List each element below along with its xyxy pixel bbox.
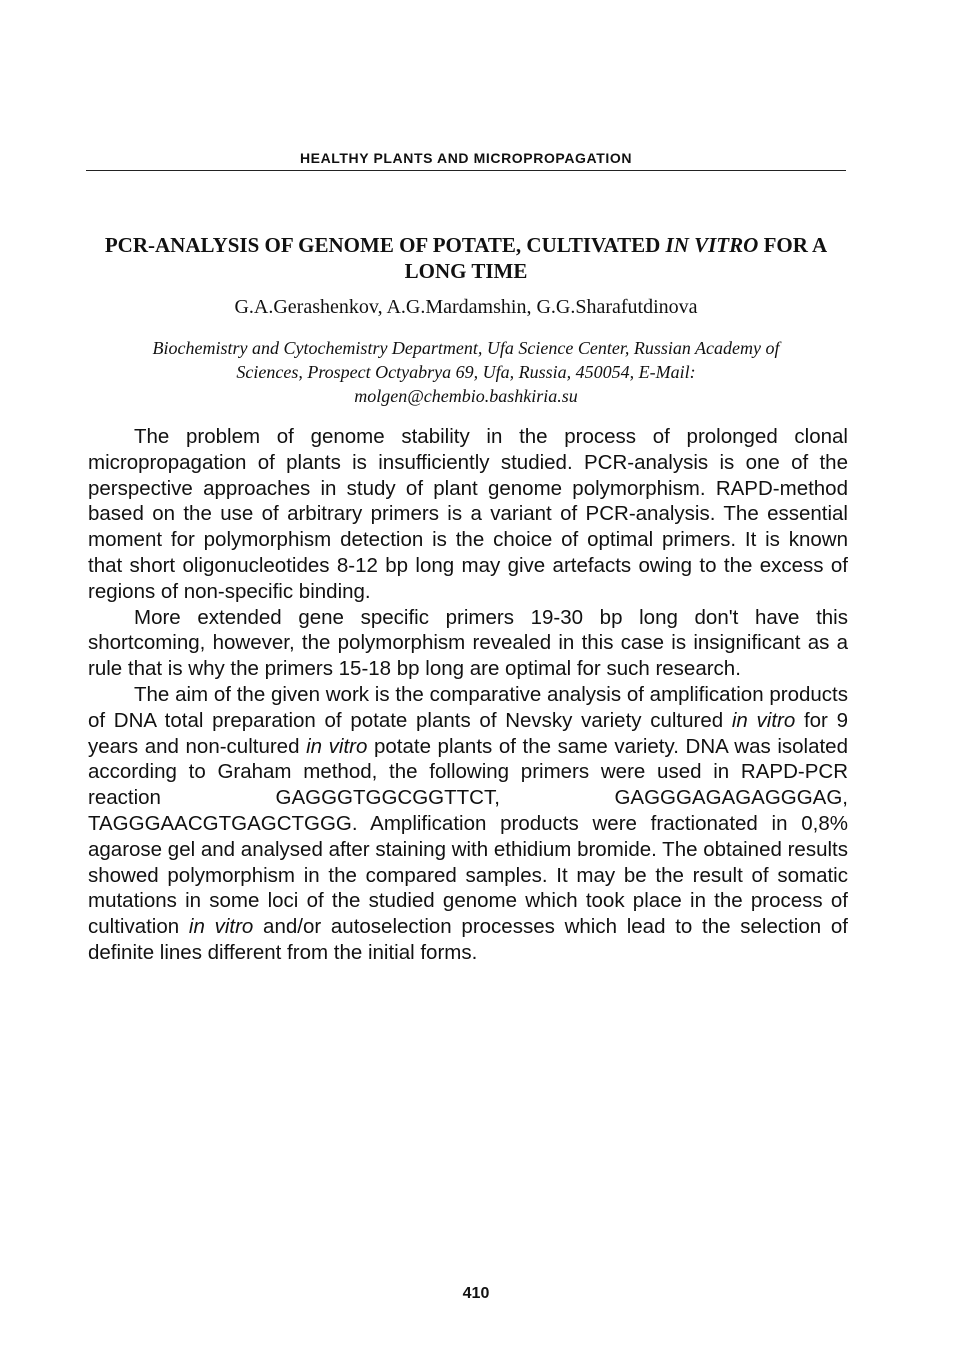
paragraph-text: and/or autoselection processes which lead to the selection of definite lines different from the initial forms.	[88, 915, 848, 964]
paragraph-text: The aim of the given work is the comparative analysis of amplification products of DNA total preparation of potate plants of Nevsky variety cultured	[88, 682, 848, 732]
abstract-body	[88, 424, 848, 966]
paragraph-3	[88, 682, 848, 966]
italic-term: in vitro	[731, 708, 796, 732]
affiliation-line: Biochemistry and Cytochemistry Department, Ufa Science Center, Russian Academy of	[152, 338, 780, 358]
affiliation	[86, 336, 846, 408]
paper-title	[86, 232, 846, 284]
page-number: 410	[462, 1285, 490, 1302]
affiliation-email: molgen@chembio.bashkiria.su	[354, 386, 578, 406]
title-italic-text: IN VITRO	[665, 233, 759, 257]
affiliation-line: Sciences, Prospect Octyabrya 69, Ufa, Russia, 450054, E-Mail:	[236, 362, 696, 382]
paragraph-text: for 9 years and non-cultured	[88, 708, 848, 758]
italic-term: in vitro	[306, 734, 368, 758]
title-text: PCR-ANALYSIS OF GENOME OF POTATE, CULTIVATED	[104, 233, 666, 257]
authors: G.A.Gerashenkov, A.G.Mardamshin, G.G.Sharafutdinova	[234, 296, 698, 318]
italic-term: in vitro	[188, 915, 254, 939]
header-rule	[86, 170, 846, 171]
title-text-end: FOR A LONG TIME	[404, 233, 828, 283]
paragraph-2: More extended gene specific primers 19-30 bp long don't have this shortcoming, however, the polymorphism revealed in this case is insignificant as a rule that is why the primers 15-18 bp long are optimal for such research.	[88, 605, 848, 681]
running-head: HEALTHY PLANTS AND MICROPROPAGATION	[299, 150, 633, 166]
paragraph-text: potate plants of the same variety. DNA was isolated according to Graham method, the following primers were used in RAPD-PCR reaction GAGGGTGGCGGTTCT, GAGGGAGAGAGGGAG, TAGGGAACGTGAGCTGGG. Amplification products were fractionated in 0,8% agarose gel and analysed after staining with ethidium bromide. The obtained results showed polymorphism in the compared samples. It may be the result of somatic mutations in some loci of the studied genome which took place in the process of cultivation	[88, 734, 848, 939]
paragraph-1: The problem of genome stability in the process of prolonged clonal micropropagation of plants is insufficiently studied. PCR-analysis is one of the perspective approaches in study of plant genome polymorphism. RAPD-method based on the use of arbitrary primers is a variant of PCR-analysis. The essential moment for polymorphism detection is the choice of optimal primers. It is known that short oligonucleotides 8-12 bp long may give artefacts owing to the excess of regions of non-specific binding.	[88, 425, 848, 603]
